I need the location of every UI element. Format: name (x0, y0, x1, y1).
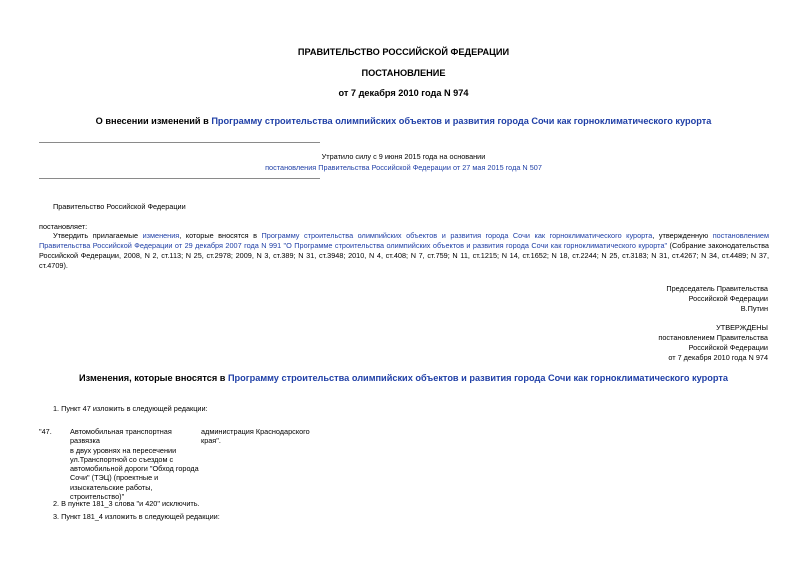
paragraph-text: , утвержденную (652, 231, 713, 240)
changes-link[interactable]: изменения (142, 231, 180, 240)
row-description-line: Автомобильная транспортная развязка (70, 427, 172, 446)
government-name: Правительство Российской Федерации (53, 202, 186, 211)
program-link-inline[interactable]: Программу строительства олимпийских объектов и развития города Сочи как горноклиматического курорта (261, 231, 653, 240)
row-description-line: ул.Транспортной со съездом с (70, 454, 174, 464)
row-description-line: строительство)" (70, 492, 125, 502)
approval-block (568, 323, 768, 363)
signature-block (568, 284, 768, 314)
divider-top (39, 142, 320, 143)
item-2: 2. В пункте 181_3 слова "и 420" исключить. (53, 499, 200, 508)
row-number: "47. (39, 427, 52, 436)
changes-title (0, 373, 807, 383)
signature-title: Председатель Правительства (666, 284, 768, 293)
row-description-line: изыскательские работы, (70, 482, 153, 492)
government-heading: ПРАВИТЕЛЬСТВО РОССИЙСКОЙ ФЕДЕРАЦИИ (297, 47, 510, 57)
row-responsible (201, 427, 331, 446)
paragraph-text: Утвердить прилагаемые (53, 231, 143, 240)
program-link[interactable]: Программу строительства олимпийских объектов и развития города Сочи как горноклиматического курорта (211, 116, 712, 126)
resolution-paragraph (39, 231, 769, 271)
item-3: 3. Пункт 181_4 изложить в следующей редакции: (53, 512, 220, 521)
row-description-line: Сочи" (ТЭЦ) (проектные и (70, 473, 159, 483)
document-title-prefix: О внесении изменений в (95, 116, 212, 126)
approval-heading: УТВЕРЖДЕНЫ (716, 323, 768, 332)
row-responsible-line: администрация Краснодарского (201, 427, 310, 436)
approval-line: постановлением Правительства (658, 333, 768, 342)
row-description (70, 427, 200, 501)
decree-link[interactable]: постановлением Правительства Российской Федерации от 29 декабря 2007 года N 991 "О Программе строительства олимпийских объектов и развития города Сочи как горноклиматического курорта" (39, 231, 769, 250)
repeal-notice: Утратило силу с 9 июня 2015 года на основании (321, 152, 486, 161)
repeal-link[interactable]: постановления Правительства Российской Федерации от 27 мая 2015 года N 507 (265, 163, 542, 172)
approval-line: от 7 декабря 2010 года N 974 (668, 353, 768, 362)
approval-line: Российской Федерации (688, 343, 768, 352)
resolves-label: постановляет: (39, 222, 88, 231)
divider-bottom (39, 178, 320, 179)
item-1: 1. Пункт 47 изложить в следующей редакции: (53, 404, 208, 413)
row-description-line: автомобильной дороги "Обход города (70, 464, 199, 474)
row-description-line: в двух уровнях на пересечении (70, 445, 177, 455)
program-link-changes[interactable]: Программу строительства олимпийских объектов и развития города Сочи как горноклиматического курорта (227, 373, 728, 383)
document-title (0, 116, 807, 126)
signature-name: В.Путин (740, 304, 768, 313)
document-type: ПОСТАНОВЛЕНИЕ (361, 68, 446, 78)
changes-title-prefix: Изменения, которые вносятся в (79, 373, 228, 383)
row-responsible-line: края". (201, 436, 221, 446)
paragraph-text: (Собрание законодательства Российской Федерации, 2008, N 2, ст.113; N 25, ст.2978; 2009, N 3, ст.389; N 31, ст.3948; 2010, N 4, ст.408; N 7, ст.759; N 11, ст.1215; N 14, ст.1652; N 18, ст.2244; N 25, ст.3183; N 31, ст.4267; N 34, ст.4489; N 37, ст.4709). (39, 241, 769, 270)
signature-country: Российской Федерации (688, 294, 768, 303)
paragraph-text: , которые вносятся в (179, 231, 262, 240)
document-date-number: от 7 декабря 2010 года N 974 (338, 88, 469, 98)
